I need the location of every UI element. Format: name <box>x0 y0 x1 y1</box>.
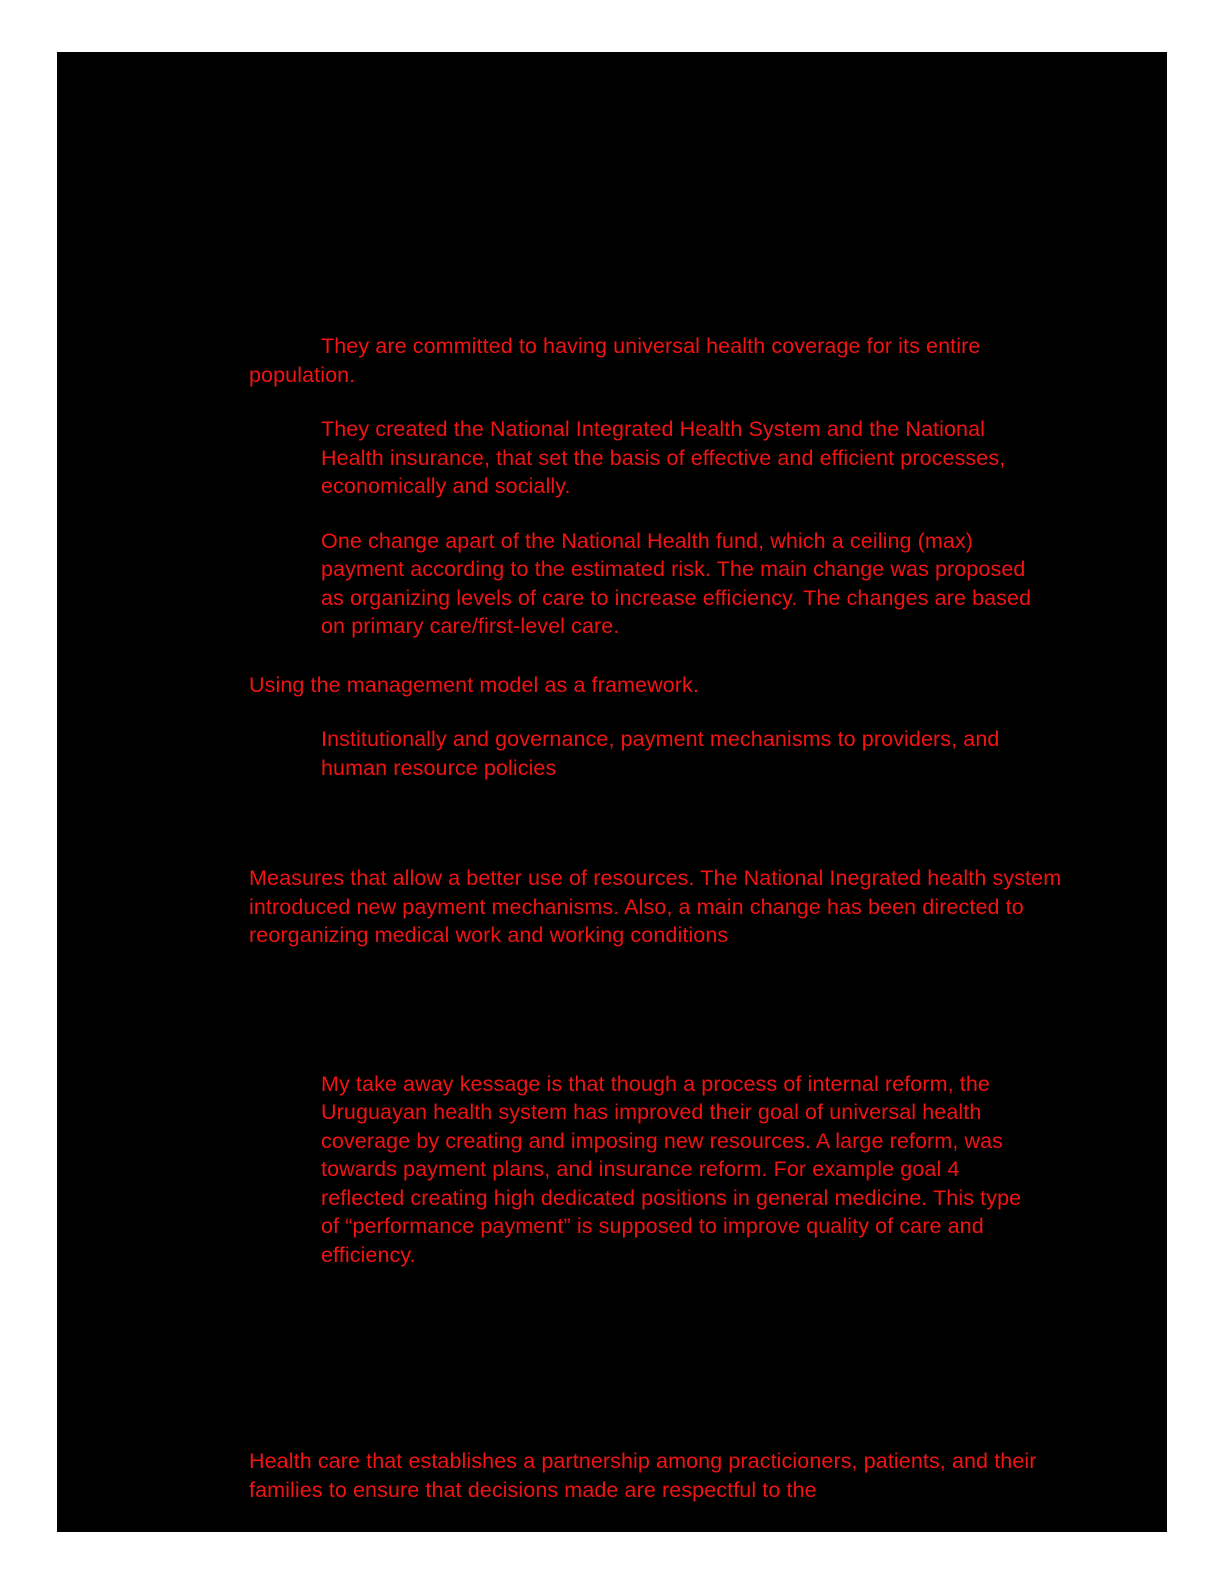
paragraph-universal-coverage: They are committed to having universal health coverage for its entire population. <box>249 334 981 387</box>
document-body <box>249 332 1089 1504</box>
paragraph-institutional-governance: Institutionally and governance, payment mechanisms to providers, and human resource policies <box>321 727 1000 780</box>
paragraph-spacer <box>249 641 1089 671</box>
paragraph-spacer <box>249 782 1089 864</box>
paragraph-spacer <box>249 699 1089 725</box>
paragraph-spacer <box>249 501 1089 527</box>
document-page <box>57 52 1167 1532</box>
paragraph-national-health-fund: One change apart of the National Health fund, which a ceiling (max) payment according to the estimated risk. The main change was proposed as organizing levels of care to increase efficiency. The changes are based on primary care/first-level care. <box>321 528 1032 638</box>
paragraph-spacer <box>249 1269 1089 1389</box>
paragraph-partnership-health-care: Health care that establishes a partnership among practicioners, patients, and their families to ensure that decisions made are respectful to the <box>249 1449 1037 1502</box>
paragraph-management-model: Using the management model as a framework. <box>249 672 699 697</box>
paragraph-spacer <box>249 950 1089 1070</box>
paragraph-national-integrated-health-system: They created the National Integrated Health System and the National Health insurance, that set the basis of effective and efficient processes, economically and socially. <box>321 417 1006 498</box>
paragraph-take-away-message: My take away kessage is that though a process of internal reform, the Uruguayan health system has improved their goal of universal health coverage by creating and imposing new resources. A large reform, was towards payment plans, and insurance reform. For example goal 4 reflected creating high dedicated positions in general medicine. This type of “performance payment” is supposed to improve quality of care and efficiency. <box>321 1071 1022 1267</box>
paragraph-measures-resources: Measures that allow a better use of resources. The National Inegrated health system introduced new payment mechanisms. Also, a main change has been directed to reorganizing medical work and working conditions <box>249 866 1062 947</box>
paragraph-spacer <box>249 389 1089 415</box>
paragraph-spacer <box>249 1389 1089 1447</box>
